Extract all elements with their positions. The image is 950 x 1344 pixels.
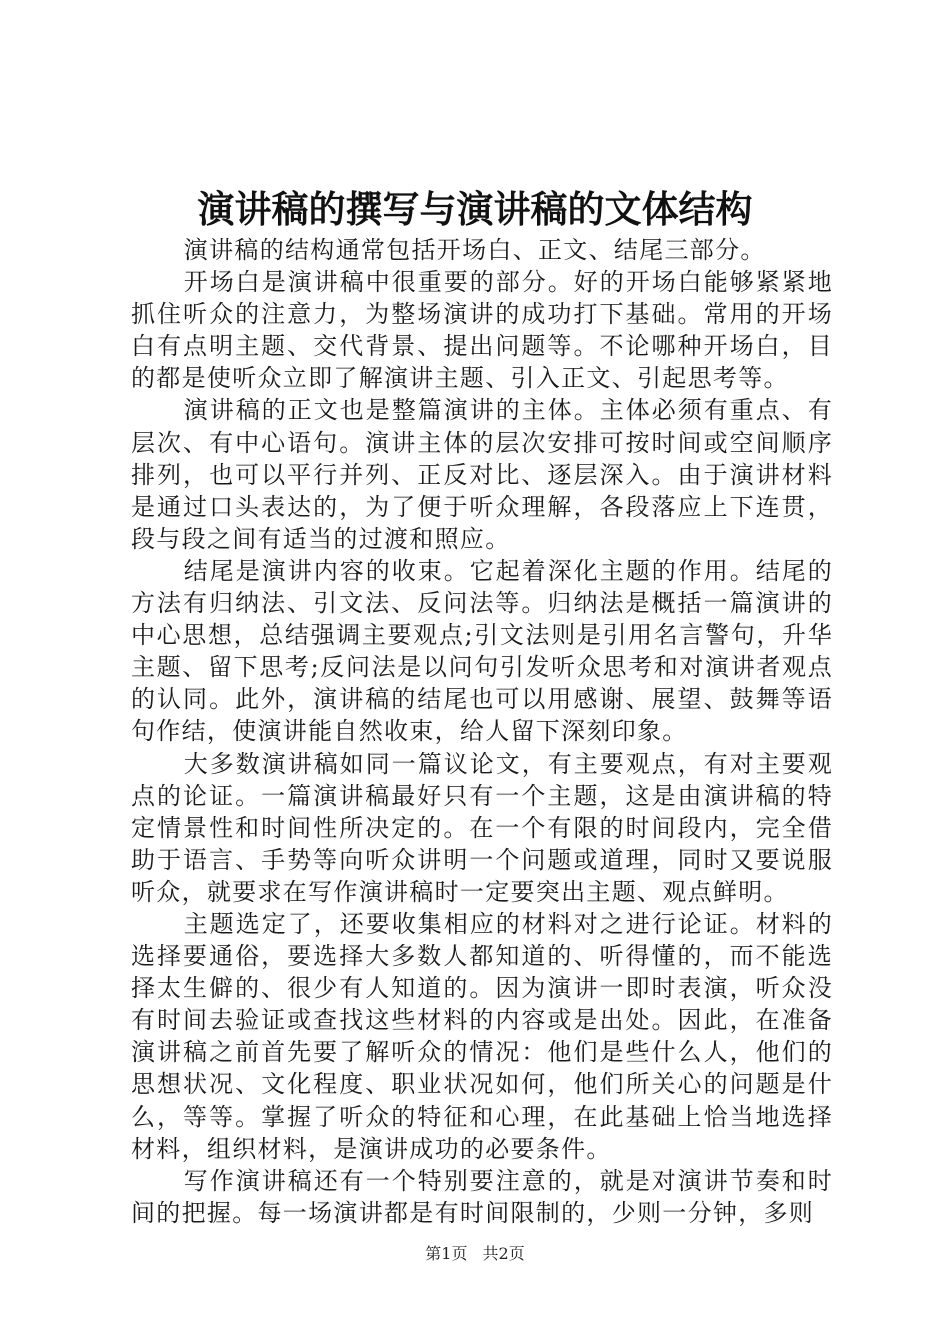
paragraph-structure-intro: 演讲稿的结构通常包括开场白、正文、结尾三部分。 [183,236,766,264]
paragraph-rhythm: 写作演讲稿还有一个特别要注意的，就是对演讲节奏和时间的把握。每一场演讲都是有时间限制的，少则一分钟，多则 [131,1166,833,1227]
page-number-total: 共2页 [482,1244,525,1263]
paragraph-theme: 大多数演讲稿如同一篇议论文，有主要观点，有对主要观点的论证。一篇演讲稿最好只有一个主题，这是由演讲稿的特定情景性和时间性所决定的。在一个有限的时间段内，完全借助于语言、手势等向听众讲明一个问题或道理，同时又要说服听众，就要求在写作演讲稿时一定要突出主题、观点鲜明。 [131,749,833,906]
document-body [131,234,833,1229]
page-footer [0,1243,950,1265]
paragraph-ending: 结尾是演讲内容的收束。它起着深化主题的作用。结尾的方法有归纳法、引文法、反问法等。归纳法是概括一篇演讲的中心思想，总结强调主要观点;引文法则是引用名言警句，升华主题、留下思考;反问法是以问句引发听众思考和对演讲者观点的认同。此外，演讲稿的结尾也可以用感谢、展望、鼓舞等语句作结，使演讲能自然收束，给人留下深刻印象。 [131,556,833,746]
page-number-current: 第1页 [425,1244,468,1263]
paragraph-materials: 主题选定了，还要收集相应的材料对之进行论证。材料的选择要通俗，要选择大多数人都知道的、听得懂的，而不能选择太生僻的、很少有人知道的。因为演讲一即时表演，听众没有时间去验证或查找这些材料的内容或是出处。因此，在准备演讲稿之前首先要了解听众的情况：他们是些什么人，他们的思想状况、文化程度、职业状况如何，他们所关心的问题是什么，等等。掌握了听众的特征和心理，在此基础上恰当地选择材料，组织材料，是演讲成功的必要条件。 [131,909,833,1163]
paragraph-main-body: 演讲稿的正文也是整篇演讲的主体。主体必须有重点、有层次、有中心语句。演讲主体的层次安排可按时间或空间顺序排列，也可以平行并列、正反对比、逐层深入。由于演讲材料是通过口头表达的，为了便于听众理解，各段落应上下连贯，段与段之间有适当的过渡和照应。 [131,396,833,553]
paragraph-opening: 开场白是演讲稿中很重要的部分。好的开场白能够紧紧地抓住听众的注意力，为整场演讲的成功打下基础。常用的开场白有点明主题、交代背景、提出问题等。不论哪种开场白，目的都是使听众立即了解演讲主题、引入正文、引起思考等。 [131,268,833,393]
document-title: 演讲稿的撰写与演讲稿的文体结构 [197,187,753,231]
